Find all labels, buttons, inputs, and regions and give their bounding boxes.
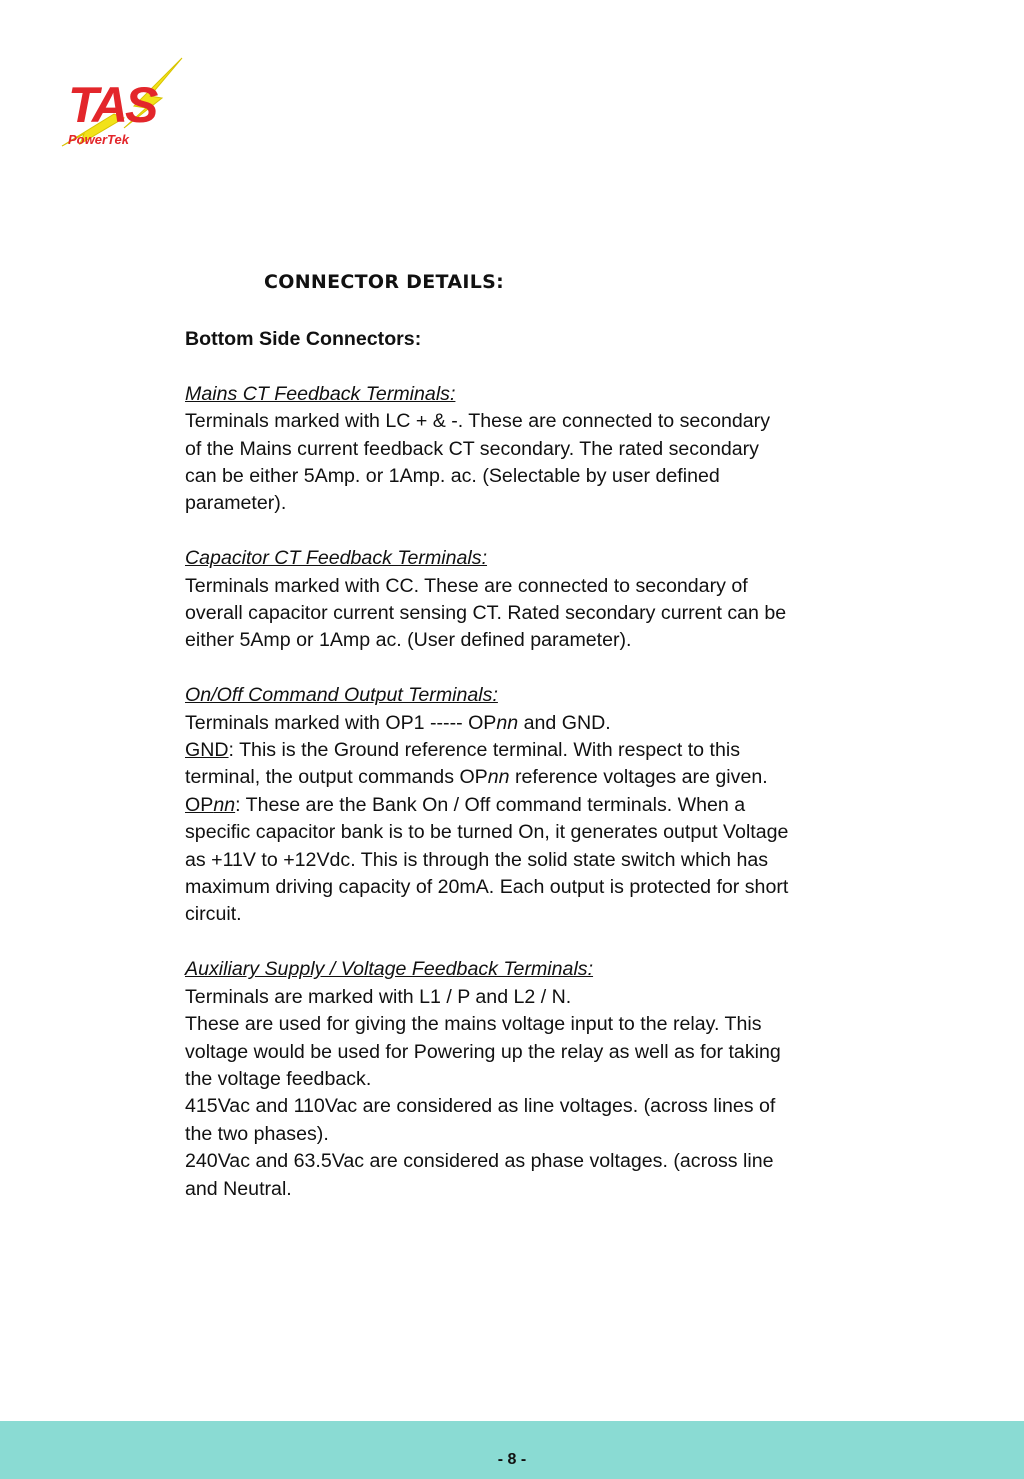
section-title: CONNECTOR DETAILS: <box>264 271 504 293</box>
mains-ct-line: parameter). <box>185 492 287 515</box>
op-line: maximum driving capacity of 20mA. Each output is protected for short <box>185 876 789 899</box>
onoff-line: Terminals marked with OP1 ----- OPnn and GND. <box>185 711 611 734</box>
aux-line: 415Vac and 110Vac are considered as line voltages. (across lines of <box>185 1095 776 1118</box>
document-body <box>185 326 905 1203</box>
onoff-heading: On/Off Command Output Terminals: <box>185 684 498 707</box>
tas-powertek-logo <box>54 56 186 152</box>
aux-line: These are used for giving the mains voltage input to the relay. This <box>185 1013 762 1036</box>
aux-line: Terminals are marked with L1 / P and L2 / N. <box>185 985 572 1008</box>
aux-line: 240Vac and 63.5Vac are considered as phase voltages. (across line <box>185 1150 774 1173</box>
footer-band <box>0 1421 1024 1479</box>
op-line: as +11V to +12Vdc. This is through the solid state switch which has <box>185 848 769 871</box>
gnd-line: GND: This is the Ground reference terminal. With respect to this <box>185 739 741 762</box>
capacitor-ct-line: overall capacitor current sensing CT. Rated secondary current can be <box>185 602 787 625</box>
op-line: OPnn: These are the Bank On / Off command terminals. When a <box>185 793 746 816</box>
mains-ct-heading: Mains CT Feedback Terminals: <box>185 382 456 405</box>
svg-text:PowerTek: PowerTek <box>68 132 129 147</box>
aux-line: the two phases). <box>185 1122 329 1145</box>
aux-heading: Auxiliary Supply / Voltage Feedback Terminals: <box>185 958 594 981</box>
op-label: OPnn <box>185 793 236 816</box>
aux-line: the voltage feedback. <box>185 1067 372 1090</box>
gnd-label: GND <box>185 739 229 762</box>
page-number: - 8 - <box>497 1451 527 1468</box>
aux-line: and Neutral. <box>185 1177 292 1200</box>
mains-ct-line: can be either 5Amp. or 1Amp. ac. (Selectable by user defined <box>185 465 720 488</box>
op-line: specific capacitor bank is to be turned On, it generates output Voltage <box>185 821 789 844</box>
svg-text:TAS: TAS <box>68 77 156 133</box>
aux-line: voltage would be used for Powering up the relay as well as for taking <box>185 1040 781 1063</box>
op-line: circuit. <box>185 903 242 926</box>
mains-ct-line: of the Mains current feedback CT secondary. The rated secondary <box>185 437 759 460</box>
capacitor-ct-line: either 5Amp or 1Amp ac. (User defined parameter). <box>185 629 632 652</box>
capacitor-ct-line: Terminals marked with CC. These are connected to secondary of <box>185 574 748 597</box>
mains-ct-line: Terminals marked with LC + & -. These are connected to secondary <box>185 410 771 433</box>
capacitor-ct-heading: Capacitor CT Feedback Terminals: <box>185 547 488 570</box>
sub-heading: Bottom Side Connectors: <box>185 328 422 350</box>
gnd-line: terminal, the output commands OPnn reference voltages are given. <box>185 766 768 789</box>
